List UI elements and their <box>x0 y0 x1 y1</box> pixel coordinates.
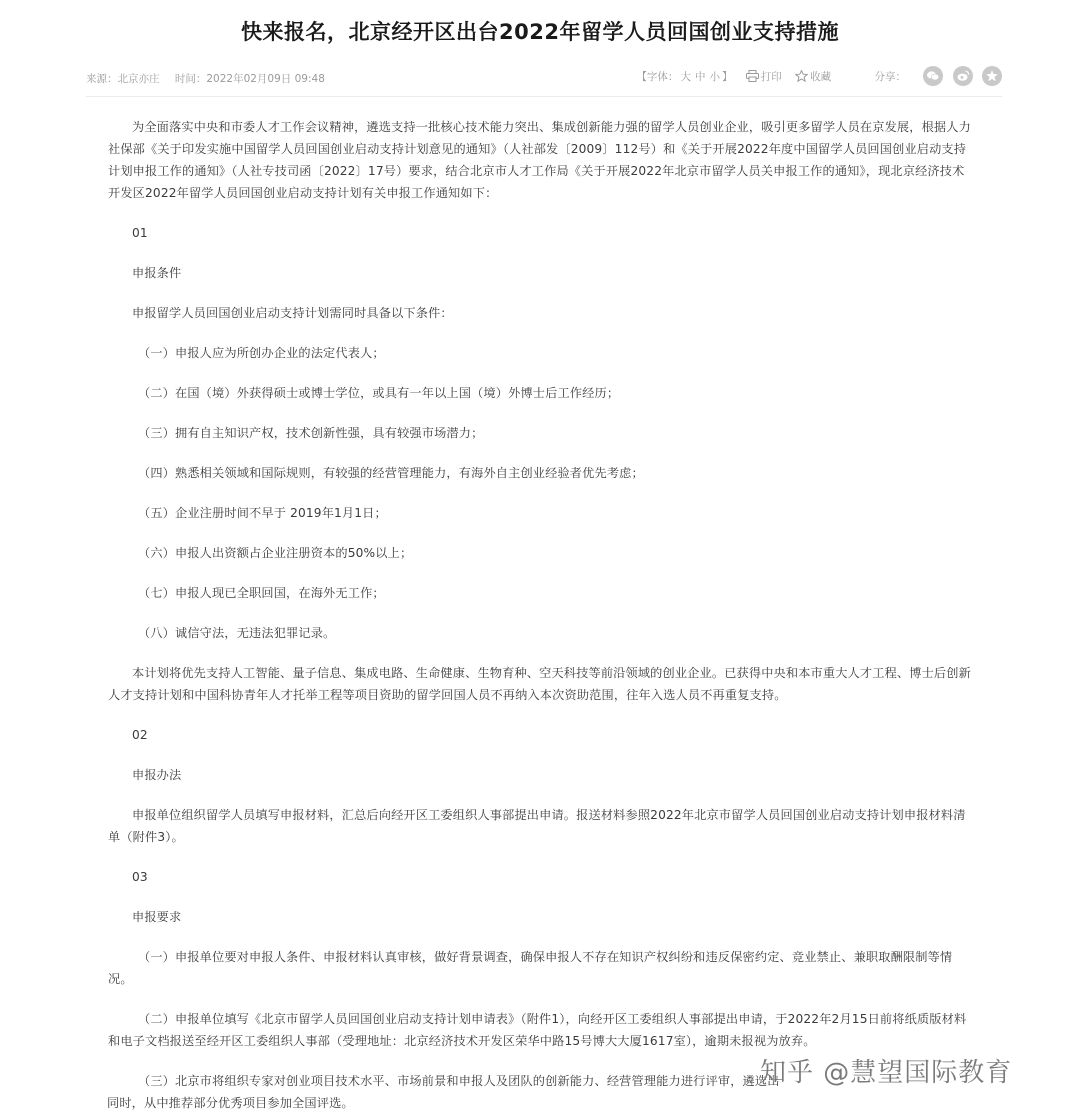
font-small-button[interactable]: 小 <box>709 70 720 83</box>
font-size-label: 【字体： <box>636 70 679 83</box>
share-weibo-button[interactable] <box>953 66 973 86</box>
section-body: 申报单位组织留学人员填写申报材料，汇总后向经开区工委组织人事部提出申请。报送材料参照2022年北京市留学人员回国创业启动支持计划申报材料清单（附件3）。 <box>108 808 966 844</box>
section-number: 02 <box>132 728 148 742</box>
requirement-item-continued: 同时，从中推荐部分优秀项目参加全国评选。 <box>107 1096 354 1110</box>
intro-paragraph: 为全面落实中央和市委人才工作会议精神，遴选支持一批核心技术能力突出、集成创新能力强的留学人员创业企业，吸引更多留学人员在京发展，根据人力社保部《关于印发实施中国留学人员回国创业启动支持计划意见的通知》（人社部发〔2009〕112号）和《关于开展2022年度中国留学人员回国创业启动支持计划申报工作的通知》（人社专技司函〔2022〕17号）要求，结合北京市人才工作局《关于开展2022年北京市留学人员关申报工作的通知》，现北京经济技术开发区2022年留学人员回国创业启动支持计划有关申报工作通知如下： <box>108 120 971 200</box>
favorite-label: 收藏 <box>810 70 832 83</box>
share-favorite-button[interactable] <box>982 66 1002 86</box>
condition-item: （一）申报人应为所创办企业的法定代表人； <box>138 346 385 360</box>
watermark: 知乎 @慧望国际教育 <box>760 1058 1013 1088</box>
share-label: 分享： <box>874 70 906 83</box>
requirement-item: （二）申报单位填写《北京市留学人员回国创业启动支持计划申请表》（附件1），向经开区工委组织人事部提出申请，于2022年2月15日前将纸质版材料和电子文档报送至经开区工委组织人事部（受理地址：北京经济技术开发区荣华中路15号博大大厦1617室），逾期未报视为放弃。 <box>108 1012 967 1048</box>
print-button[interactable] <box>746 69 782 84</box>
article-tools <box>636 66 1002 92</box>
article-body <box>108 116 976 1116</box>
condition-item: （六）申报人出资额占企业注册资本的50%以上； <box>138 546 413 560</box>
section-title: 申报条件 <box>132 266 182 280</box>
font-size-close: 】 <box>721 70 733 83</box>
condition-item: （八）诚信守法，无违法犯罪记录。 <box>138 626 336 640</box>
publish-time: 时间：2022年02月09日 09:48 <box>174 73 325 85</box>
font-medium-button[interactable]: 中 <box>694 70 706 83</box>
section-lead: 申报留学人员回国创业启动支持计划需同时具备以下条件： <box>132 306 453 320</box>
condition-item: （二）在国（境）外获得硕士或博士学位，或具有一年以上国（境）外博士后工作经历； <box>138 386 620 400</box>
condition-item: （七）申报人现已全职回国，在海外无工作； <box>138 586 385 600</box>
font-size-control <box>636 69 732 84</box>
condition-item: （四）熟悉相关领域和国际规则，有较强的经营管理能力，有海外自主创业经验者优先考虑； <box>138 466 644 480</box>
star-outline-icon <box>795 70 808 82</box>
print-label: 打印 <box>760 70 782 83</box>
header-divider <box>86 96 1002 97</box>
wechat-icon <box>926 69 940 83</box>
section-title: 申报办法 <box>132 768 182 782</box>
condition-item: （五）企业注册时间不早于 2019年1月1日； <box>138 506 387 520</box>
star-icon <box>985 69 999 83</box>
section-title: 申报要求 <box>132 910 182 924</box>
requirement-item: （三）北京市将组织专家对创业项目技术水平、市场前景和申报人及团队的创新能力、经营管理能力进行评审，遴选出 <box>138 1074 780 1088</box>
section-number: 01 <box>132 226 148 240</box>
requirement-item: （一）申报单位要对申报人条件、申报材料认真审核，做好背景调查，确保申报人不存在知识产权纠纷和违反保密约定、竞业禁止、兼职取酬限制等情况。 <box>108 950 953 986</box>
font-large-button[interactable]: 大 <box>680 70 691 83</box>
weibo-icon <box>956 69 970 83</box>
page-title: 快来报名，北京经开区出台2022年留学人员回国创业支持措施 <box>241 20 839 44</box>
printer-icon <box>746 70 759 82</box>
section-number: 03 <box>132 870 148 884</box>
source-label: 来源：北京亦庄 <box>86 73 160 85</box>
article-meta-bar <box>86 66 1002 92</box>
favorite-button[interactable] <box>795 69 831 84</box>
section-note: 本计划将优先支持人工智能、量子信息、集成电路、生命健康、生物育种、空天科技等前沿领域的创业企业。已获得中央和本市重大人才工程、博士后创新人才支持计划和中国科协青年人才托举工程等项目资助的留学回国人员不再纳入本次资助范围，往年入选人员不再重复支持。 <box>108 666 971 702</box>
share-wechat-button[interactable] <box>923 66 943 86</box>
article-meta-info <box>86 71 337 86</box>
condition-item: （三）拥有自主知识产权，技术创新性强，具有较强市场潜力； <box>138 426 484 440</box>
